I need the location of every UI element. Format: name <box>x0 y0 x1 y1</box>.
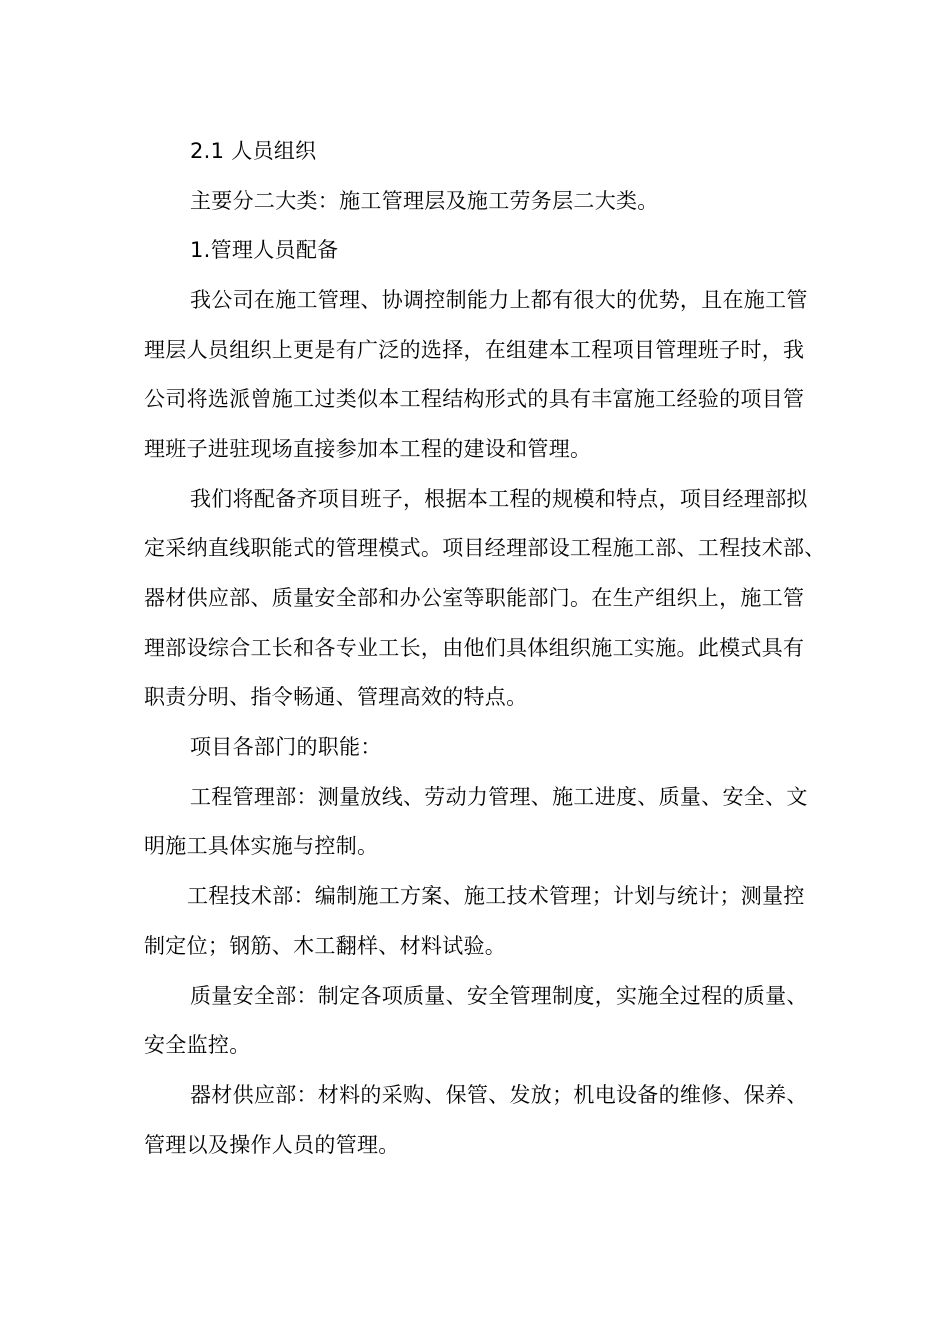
paragraph-line: 管理以及操作人员的管理。 <box>144 1133 400 1157</box>
dept-heading: 项目各部门的职能： <box>190 735 382 759</box>
paragraph-line: 安全监控。 <box>144 1033 251 1057</box>
paragraph-line: 职责分明、指令畅通、管理高效的特点。 <box>144 685 528 709</box>
paragraph-line: 工程技术部：编制施工方案、施工技术管理；计划与统计；测量控 <box>187 884 805 908</box>
paragraph-line: 公司将选派曾施工过类似本工程结构形式的具有丰富施工经验的项目管 <box>144 387 805 411</box>
paragraph-line: 我们将配备齐项目班子，根据本工程的规模和特点，项目经理部拟 <box>190 487 808 511</box>
paragraph-line: 我公司在施工管理、协调控制能力上都有很大的优势，且在施工管 <box>190 288 808 312</box>
paragraph-line: 质量安全部：制定各项质量、安全管理制度，实施全过程的质量、 <box>190 984 808 1008</box>
section-heading: 2.1 人员组织 <box>190 139 317 163</box>
paragraph-line: 制定位；钢筋、木工翻样、材料试验。 <box>144 934 507 958</box>
paragraph-line: 工程管理部：测量放线、劳动力管理、施工进度、质量、安全、文 <box>190 785 808 809</box>
paragraph-line: 器材供应部、质量安全部和办公室等职能部门。在生产组织上，施工管 <box>144 586 805 610</box>
paragraph-line: 定采纳直线职能式的管理模式。项目经理部设工程施工部、工程技术部、 <box>144 536 826 560</box>
paragraph-line: 理层人员组织上更是有广泛的选择，在组建本工程项目管理班子时，我 <box>144 338 805 362</box>
intro-line: 主要分二大类：施工管理层及施工劳务层二大类。 <box>190 189 659 213</box>
paragraph-line: 理部设综合工长和各专业工长，由他们具体组织施工实施。此模式具有 <box>144 636 805 660</box>
sub-heading: 1.管理人员配备 <box>190 238 339 262</box>
paragraph-line: 器材供应部：材料的采购、保管、发放；机电设备的维修、保养、 <box>190 1083 808 1107</box>
paragraph-line: 理班子进驻现场直接参加本工程的建设和管理。 <box>144 437 592 461</box>
paragraph-line: 明施工具体实施与控制。 <box>144 834 379 858</box>
